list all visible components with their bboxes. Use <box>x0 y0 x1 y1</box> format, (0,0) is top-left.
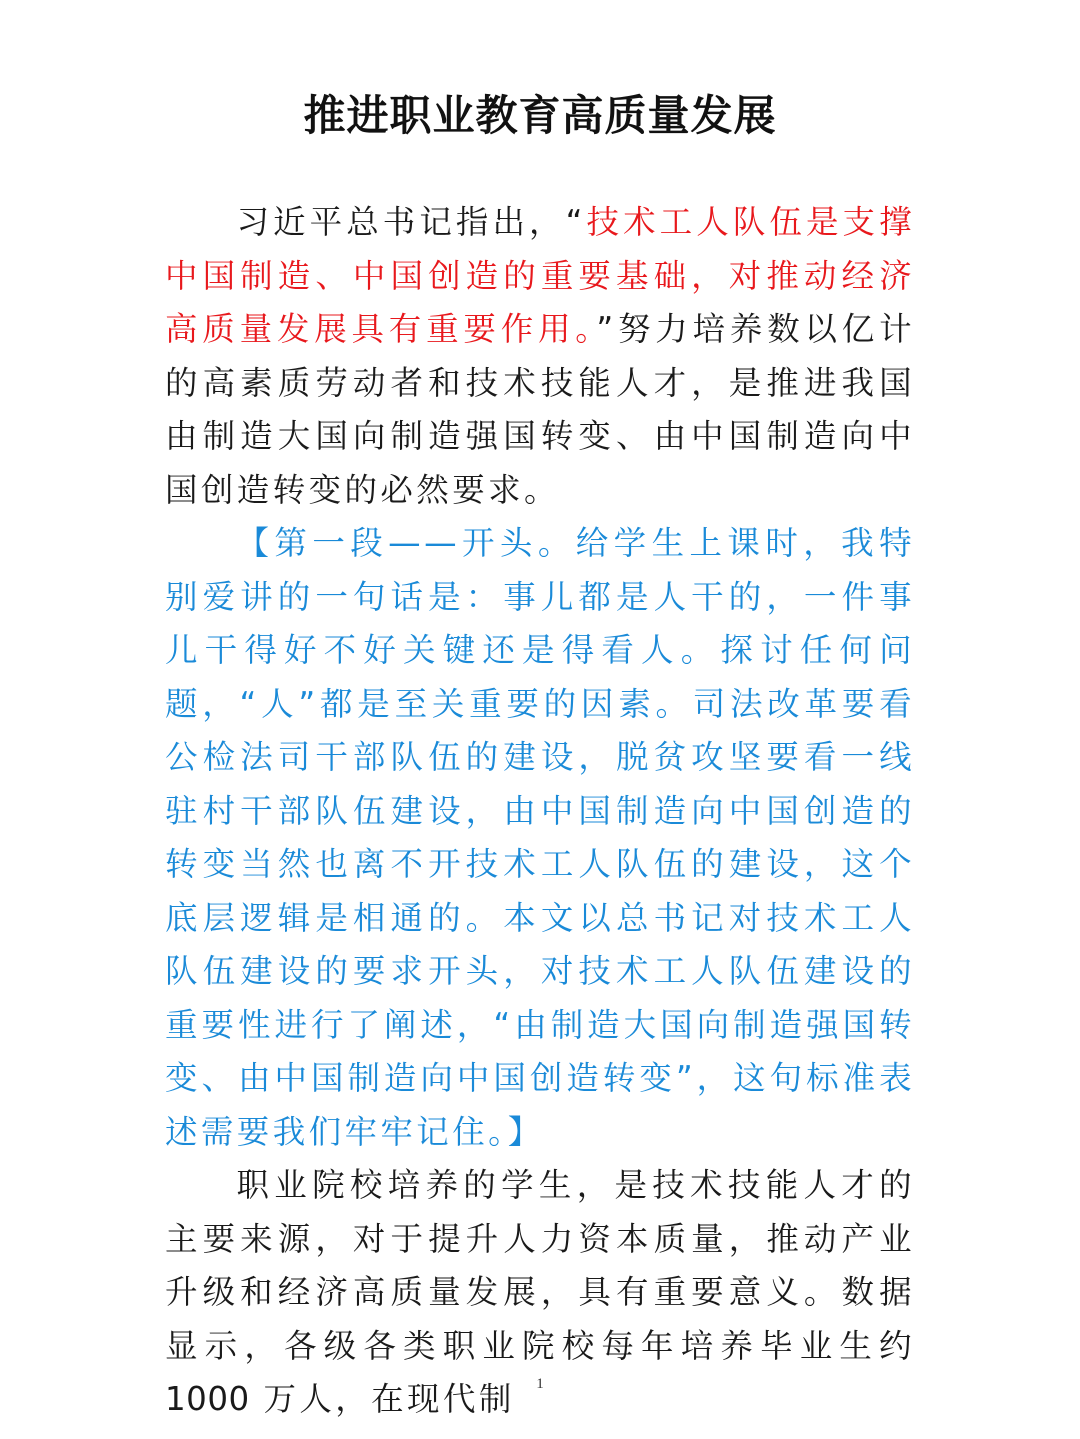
paragraph-3-before-number: 职业院校培养的学生，是技术技能人才的主要来源，对于提升人力资本质量，推动产业升级和经济高质量发展，具有重要意义。数据显示，各级各类职业院校每年培养毕业生约 <box>165 1166 915 1365</box>
page-number: 1 <box>536 1376 544 1392</box>
paragraph-3-after-number: 万人，在现代制 <box>249 1380 515 1418</box>
highlighted-quote: 技术工人队伍是支撑中国制造、中国创造的重要基础，对推动经济高质量发展具有重要作用。 <box>165 203 915 348</box>
commentary-note: 【第一段——开头。给学生上课时，我特别爱讲的一句话是：事儿都是人干的，一件事儿干得好不好关键还是得看人。探讨任何问题，“人”都是至关重要的因素。司法改革要看公检法司干部队伍的建设，脱贫攻坚要看一线驻村干部队伍建设，由中国制造向中国创造的转变当然也离不开技术工人队伍的建设，这个底层逻辑是相通的。本文以总书记对技术工人队伍建设的要求开头，对技术工人队伍建设的重要性进行了阐述，“由制造大国向制造强国转变、由中国制造向中国创造转变”，这句标准表述需要我们牢牢记住。】 <box>165 524 915 1151</box>
paragraph-1-rest: ”努力培养数以亿计的高素质劳动者和技术技能人才，是推进我国由制造大国向制造强国转变、由中国制造向中国创造转变的必然要求。 <box>165 310 915 509</box>
paragraph-1 <box>165 196 915 517</box>
document-body <box>165 196 915 1427</box>
document-title: 推进职业教育高质量发展 <box>303 91 777 140</box>
graduate-count: 1000 <box>165 1380 250 1418</box>
paragraph-1-intro: 习近平总书记指出，“ <box>236 203 586 241</box>
